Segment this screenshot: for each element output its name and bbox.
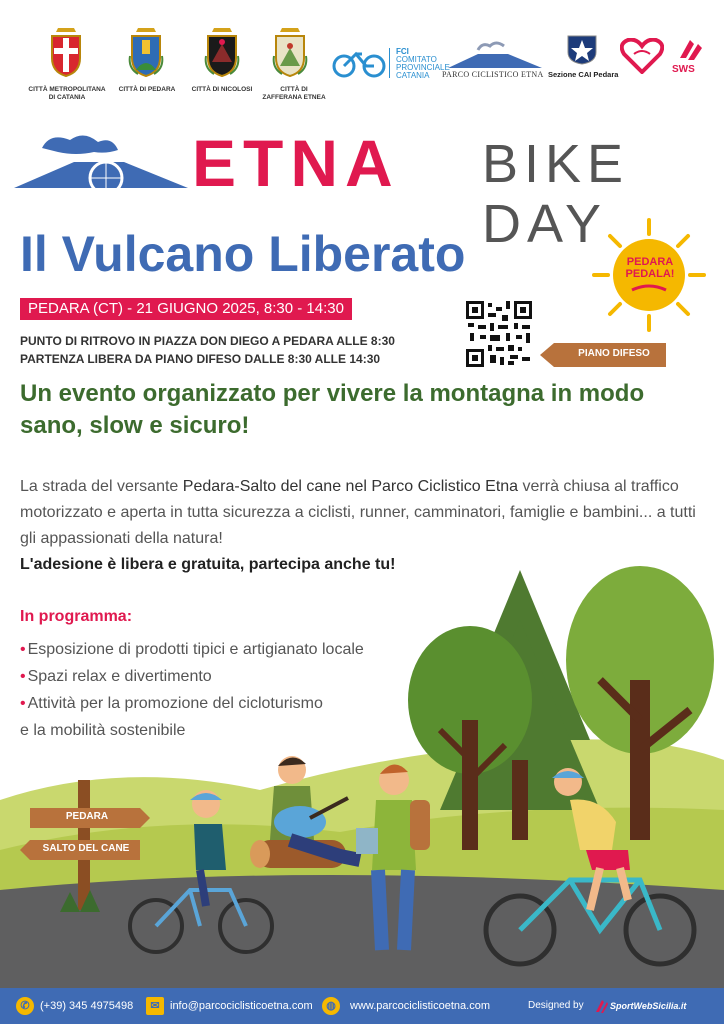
qr-code-icon[interactable]	[464, 299, 534, 369]
piano-difeso-sign-label: PIANO DIFESO	[578, 348, 650, 359]
event-date-bar: PEDARA (CT) - 21 GIUGNO 2025, 8:30 - 14:30	[20, 298, 352, 320]
description-text: verrà chiusa al traffico motorizzato e aperta in tutta sicurezza a ciclisti, runner, camminatori, famiglie e bambini... a tutti gli appassionati della natura!	[20, 478, 696, 547]
sun-badge-line: PEDARA	[626, 256, 674, 268]
meeting-point-text: PUNTO DI RITROVO IN PIAZZA DON DIEGO A PEDARA ALLE 8:30	[20, 334, 395, 348]
signpost-label-pedara: PEDARA	[65, 811, 109, 822]
sun-badge-line: PEDALA!	[625, 268, 675, 280]
program-item	[20, 690, 440, 717]
program-item-text: Spazi relax e divertimento	[27, 668, 212, 685]
program-item-text: e la mobilità sostenibile	[20, 722, 186, 739]
signpost-label-salto: SALTO DEL CANE	[42, 843, 130, 854]
crest-label: CITTÀ METROPOLITANA	[28, 86, 106, 93]
bullet-icon: •	[20, 668, 26, 685]
footer-phone[interactable]: (+39) 345 4975498	[40, 1000, 134, 1012]
bullet-icon: •	[20, 641, 26, 658]
sws-label: SWS	[672, 64, 695, 75]
etna-volcano-bike-icon	[14, 128, 188, 192]
program-item	[20, 663, 440, 690]
fci-line: CATANIA	[396, 71, 430, 80]
description-highlight: Pedara-Salto del cane nel Parco Ciclistico Etna	[182, 478, 519, 495]
globe-icon: ◍	[322, 997, 340, 1015]
cai-label: Sezione CAI Pedara	[548, 70, 619, 79]
footer-website[interactable]: www.parcociclisticoetna.com	[350, 1000, 490, 1012]
program-item-text: Attività per la promozione del cicloturismo	[27, 695, 323, 712]
bullet-icon: •	[20, 695, 26, 712]
mail-icon: ✉	[146, 997, 164, 1015]
program-item-text: Esposizione di prodotti tipici e artigianato locale	[27, 641, 364, 658]
heart-logo-icon	[620, 38, 664, 74]
crest-label: CITTÀ DI PEDARA	[118, 86, 176, 93]
fci-line: PROVINCIALE	[396, 63, 450, 72]
crest-label: CITTÀ DI	[280, 86, 308, 93]
nicolosi-crest-icon	[204, 26, 240, 78]
sws-small-logo-icon	[594, 998, 608, 1014]
program-list	[20, 636, 440, 744]
start-info-text: PARTENZA LIBERA DA PIANO DIFESO DALLE 8:30 ALLE 14:30	[20, 352, 381, 366]
footer	[0, 988, 724, 1024]
participation-text: L'adesione è libera e gratuita, partecipa anche tu!	[20, 556, 396, 573]
description-text: La strada del versante	[20, 478, 183, 495]
footer-email[interactable]: info@parcociclisticoetna.com	[170, 1000, 313, 1012]
program-item	[20, 636, 440, 663]
phone-icon: ✆	[16, 997, 34, 1015]
crest-label: ZAFFERANA ETNEA	[262, 94, 326, 101]
program-title: In programma:	[20, 608, 133, 625]
program-item	[20, 717, 440, 744]
zafferana-crest-icon	[272, 26, 308, 78]
parco-volcano-logo-icon	[448, 40, 542, 70]
etna-title: ETNA	[192, 126, 400, 200]
pedara-crest-icon	[128, 26, 164, 78]
fci-short: FCI	[396, 47, 409, 56]
crest-label: CITTÀ DI NICOLOSI	[191, 86, 253, 93]
bike-day-title: BIKE DAY	[482, 134, 630, 254]
parco-logo-label: PARCO CICLISTICO ETNA	[442, 70, 544, 79]
crest-label: DI CATANIA	[48, 94, 86, 101]
designed-by-label: Designed by	[528, 1000, 584, 1011]
designer-name[interactable]: SportWebSicilia.it	[610, 1001, 687, 1011]
catania-crest-icon	[48, 26, 84, 78]
cai-star-logo-icon	[564, 32, 600, 66]
fci-line: COMITATO	[396, 55, 437, 64]
lead-text: Un evento organizzato per vivere la montagna in modo sano, slow e sicuro!	[20, 380, 645, 439]
event-headline: Il Vulcano Liberato	[20, 226, 466, 282]
fci-bike-logo-icon	[332, 48, 386, 80]
sws-logo-icon	[674, 38, 704, 62]
